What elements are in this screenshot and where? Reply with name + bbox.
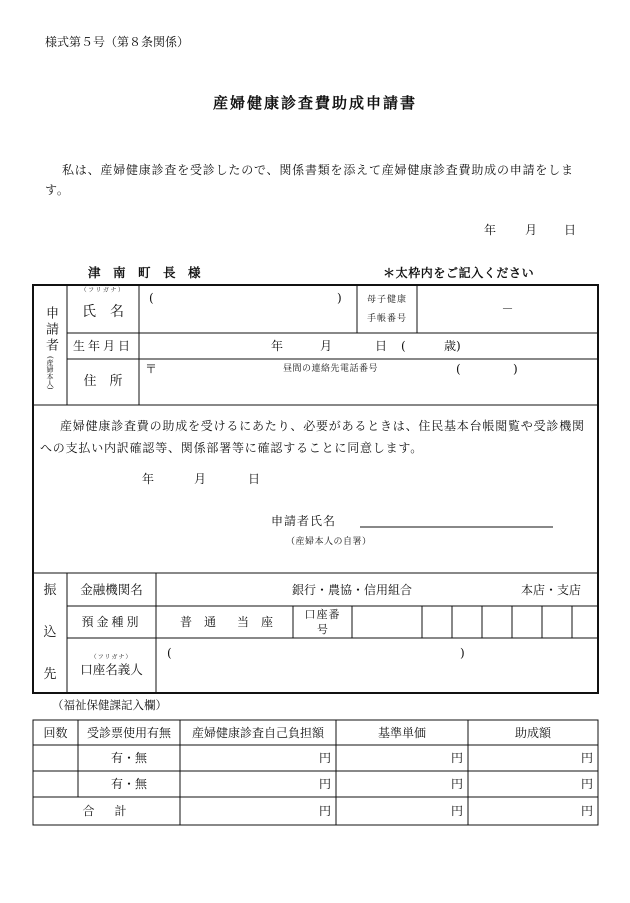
total-label: 合 計 bbox=[82, 804, 131, 818]
handbook-label-line-2: 手帳番号 bbox=[366, 313, 407, 324]
column-header-unit-price: 基準単価 bbox=[377, 725, 426, 740]
account-number-box-6[interactable] bbox=[543, 607, 571, 637]
birth-year-label: 年 bbox=[271, 339, 284, 353]
column-header-subsidy: 助成額 bbox=[514, 725, 551, 740]
total-self-pay[interactable]: 円 bbox=[318, 804, 331, 818]
signature-field[interactable] bbox=[360, 506, 553, 526]
transfer-section-char-1: 振 bbox=[43, 583, 57, 598]
account-number-box-5[interactable] bbox=[513, 607, 541, 637]
daytime-phone-label: 昼間の連絡先電話番号 bbox=[283, 364, 379, 374]
holder-furigana-label: （フリガナ） bbox=[90, 654, 133, 661]
name-furigana-open-paren: ( bbox=[149, 291, 154, 305]
submission-month-label: 月 bbox=[525, 223, 538, 237]
applicant-label: 申請者 bbox=[43, 305, 58, 354]
branch-type-options: 本店・支店 bbox=[521, 583, 582, 597]
deposit-current-option[interactable]: 当 座 bbox=[237, 615, 274, 629]
row-2-voucher[interactable]: 有・無 bbox=[110, 777, 147, 791]
account-number-box-2[interactable] bbox=[423, 607, 451, 637]
consent-line-2: への支払い内訳確認等、関係部署等に確認することに同意します。 bbox=[40, 441, 424, 455]
phone-close-paren: ) bbox=[513, 362, 518, 376]
page-title: 産婦健康診査費助成申請書 bbox=[212, 94, 417, 112]
handbook-number-dash: － bbox=[501, 302, 514, 316]
submission-date-field[interactable] bbox=[440, 218, 580, 242]
institution-label: 金融機関名 bbox=[80, 581, 143, 597]
birth-day-label: 日 bbox=[375, 339, 388, 353]
account-number-label-line-1: 口座番 bbox=[304, 608, 341, 621]
name-label: 氏 名 bbox=[82, 304, 124, 320]
intro-line-1: 私は、産婦健康診査を受診したので、関係書類を添えて産婦健康診査費助成の申請をしま bbox=[62, 163, 574, 177]
row-2-subsidy[interactable]: 円 bbox=[580, 777, 593, 791]
consent-year-label: 年 bbox=[142, 472, 155, 486]
row-1-voucher[interactable]: 有・無 bbox=[110, 751, 147, 765]
account-holder-label bbox=[67, 638, 156, 693]
account-number-label-line-2: 号 bbox=[317, 623, 328, 636]
consent-month-label: 月 bbox=[194, 472, 207, 486]
signature-label: 申請者氏名 bbox=[271, 514, 337, 528]
deposit-type-label: 預金種別 bbox=[81, 615, 142, 629]
holder-open-paren: ( bbox=[167, 646, 172, 660]
birth-date-field[interactable] bbox=[140, 334, 597, 358]
birth-date-label: 生年月日 bbox=[72, 339, 133, 353]
daytime-phone-field[interactable] bbox=[456, 360, 522, 380]
row-2-count-field[interactable] bbox=[34, 772, 77, 796]
applicant-section-label bbox=[33, 300, 67, 395]
account-holder-field[interactable] bbox=[157, 639, 597, 692]
name-field[interactable] bbox=[140, 286, 356, 332]
consent-line-1: 産婦健康診査費の助成を受けるにあたり、必要があるときは、住民基本台帳閲覧や受診機関 bbox=[60, 419, 585, 433]
total-unit-price[interactable]: 円 bbox=[450, 804, 463, 818]
consent-day-label: 日 bbox=[248, 472, 261, 486]
phone-open-paren: ( bbox=[456, 362, 461, 376]
holder-label: 口座名義人 bbox=[80, 662, 143, 677]
row-2-unit-price[interactable]: 円 bbox=[450, 777, 463, 791]
total-subsidy[interactable]: 円 bbox=[580, 804, 593, 818]
postal-mark: 〒 bbox=[145, 362, 158, 376]
handbook-number-label bbox=[357, 285, 417, 333]
account-number-label bbox=[293, 606, 352, 638]
institution-type-options: 銀行・農協・信用組合 bbox=[292, 583, 413, 597]
column-header-count: 回数 bbox=[43, 725, 68, 740]
holder-close-paren: ) bbox=[460, 646, 465, 660]
submission-day-label: 日 bbox=[564, 223, 577, 237]
age-open-paren: ( bbox=[401, 339, 406, 353]
row-2-self-pay[interactable]: 円 bbox=[318, 777, 331, 791]
address-label: 住 所 bbox=[83, 374, 123, 389]
name-furigana-close-paren: ) bbox=[337, 291, 342, 305]
signature-note: （産婦本人の自署） bbox=[286, 537, 372, 547]
form-number: 様式第５号（第８条関係） bbox=[45, 35, 190, 49]
applicant-sub-label: (産婦本人) bbox=[46, 355, 54, 390]
handbook-label-line-1: 母子健康 bbox=[366, 294, 407, 305]
instruction-note: ＊太枠内をご記入ください bbox=[383, 266, 535, 280]
row-1-subsidy[interactable]: 円 bbox=[580, 751, 593, 765]
addressee: 津 南 町 長 様 bbox=[88, 265, 201, 280]
consent-date-field[interactable] bbox=[100, 466, 265, 490]
account-number-box-4[interactable] bbox=[483, 607, 511, 637]
account-number-box-1[interactable] bbox=[353, 607, 421, 637]
transfer-section-char-2: 込 bbox=[43, 625, 57, 640]
row-1-unit-price[interactable]: 円 bbox=[450, 751, 463, 765]
row-1-count-field[interactable] bbox=[34, 746, 77, 770]
handbook-number-field[interactable] bbox=[417, 285, 598, 333]
column-header-self-pay: 産婦健康診査自己負担額 bbox=[191, 725, 324, 740]
age-label: 歳) bbox=[444, 339, 461, 353]
deposit-ordinary-option[interactable]: 普 通 bbox=[180, 615, 217, 629]
intro-line-2: す。 bbox=[45, 183, 70, 197]
office-use-caption: （福祉保健課記入欄） bbox=[52, 698, 167, 712]
account-number-box-3[interactable] bbox=[453, 607, 481, 637]
column-header-voucher: 受診票使用有無 bbox=[86, 725, 171, 740]
account-number-box-7[interactable] bbox=[573, 607, 597, 637]
row-1-self-pay[interactable]: 円 bbox=[318, 751, 331, 765]
birth-month-label: 月 bbox=[320, 339, 333, 353]
name-furigana-label: （フリガナ） bbox=[80, 287, 126, 294]
transfer-section-char-3: 先 bbox=[43, 667, 57, 682]
submission-year-label: 年 bbox=[484, 223, 497, 237]
